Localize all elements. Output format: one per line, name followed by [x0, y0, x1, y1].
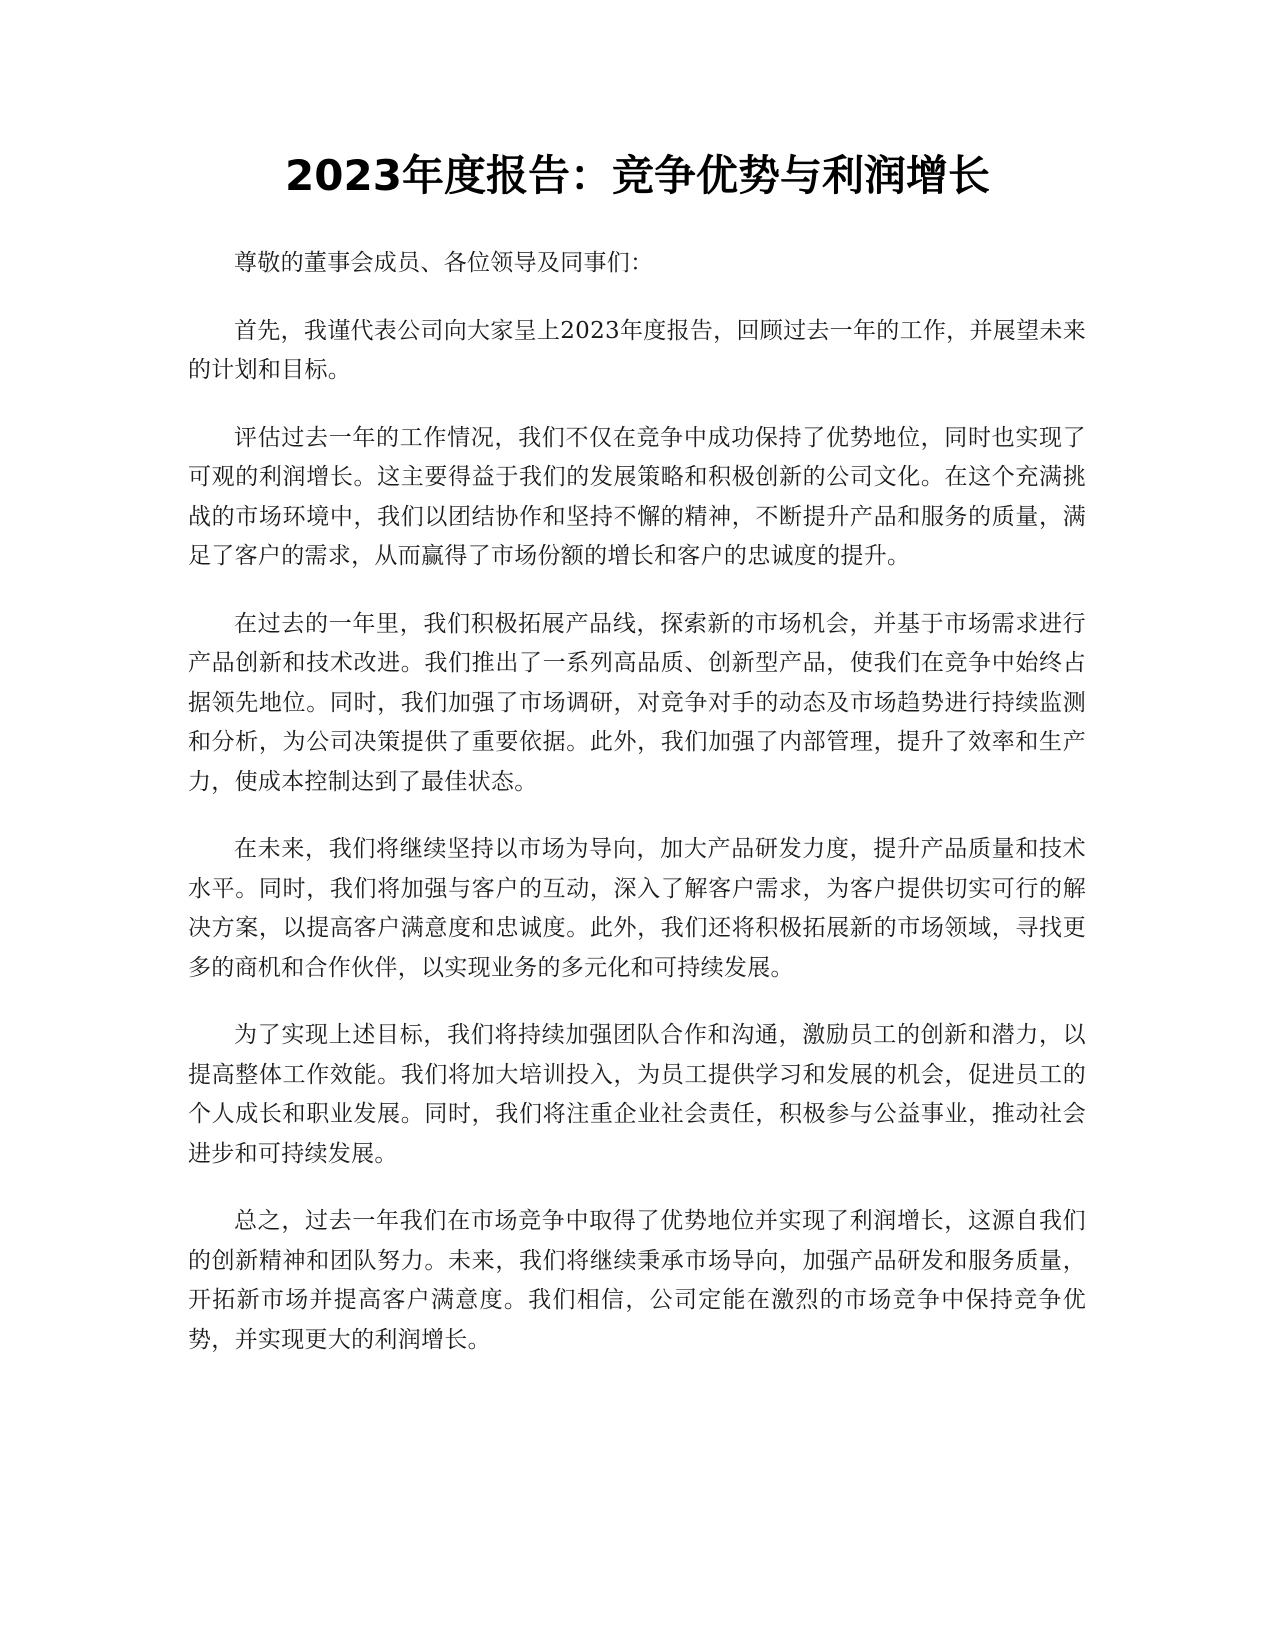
- future-plan-paragraph: 在未来，我们将继续坚持以市场为导向，加大产品研发力度，提升产品质量和技术水平。同时，我们将加强与客户的互动，深入了解客户需求，为客户提供切实可行的解决方案，以提高客户满意度和忠诚度。此外，我们还将积极拓展新的市场领域，寻找更多的商机和合作伙伴，以实现业务的多元化和可持续发展。: [188, 836, 1086, 981]
- intro-paragraph: 首先，我谨代表公司向大家呈上2023年度报告，回顾过去一年的工作，并展望未来的计划和目标。: [188, 317, 1086, 383]
- conclusion-paragraph: 总之，过去一年我们在市场竞争中取得了优势地位并实现了利润增长，这源自我们的创新精神和团队努力。未来，我们将继续秉承市场导向，加强产品研发和服务质量，开拓新市场并提高客户满意度。我们相信，公司定能在激烈的市场竞争中保持竞争优势，并实现更大的利润增长。: [188, 1208, 1086, 1353]
- document-title: 2023年度报告：竞争优势与利润增长: [285, 151, 990, 200]
- salutation-paragraph: 尊敬的董事会成员、各位领导及同事们：: [234, 250, 654, 276]
- document-body: [188, 244, 1086, 1388]
- achievements-paragraph: 在过去的一年里，我们积极拓展产品线，探索新的市场机会，并基于市场需求进行产品创新和技术改进。我们推出了一系列高品质、创新型产品，使我们在竞争中始终占据领先地位。同时，我们加强了市场调研，对竞争对手的动态及市场趋势进行持续监测和分析，为公司决策提供了重要依据。此外，我们加强了内部管理，提升了效率和生产力，使成本控制达到了最佳状态。: [188, 610, 1086, 795]
- team-paragraph: 为了实现上述目标，我们将持续加强团队合作和沟通，激励员工的创新和潜力，以提高整体工作效能。我们将加大培训投入，为员工提供学习和发展的机会，促进员工的个人成长和职业发展。同时，我们将注重企业社会责任，积极参与公益事业，推动社会进步和可持续发展。: [188, 1022, 1086, 1167]
- review-paragraph: 评估过去一年的工作情况，我们不仅在竞争中成功保持了优势地位，同时也实现了可观的利润增长。这主要得益于我们的发展策略和积极创新的公司文化。在这个充满挑战的市场环境中，我们以团结协作和坚持不懈的精神，不断提升产品和服务的质量，满足了客户的需求，从而赢得了市场份额的增长和客户的忠诚度的提升。: [188, 424, 1086, 569]
